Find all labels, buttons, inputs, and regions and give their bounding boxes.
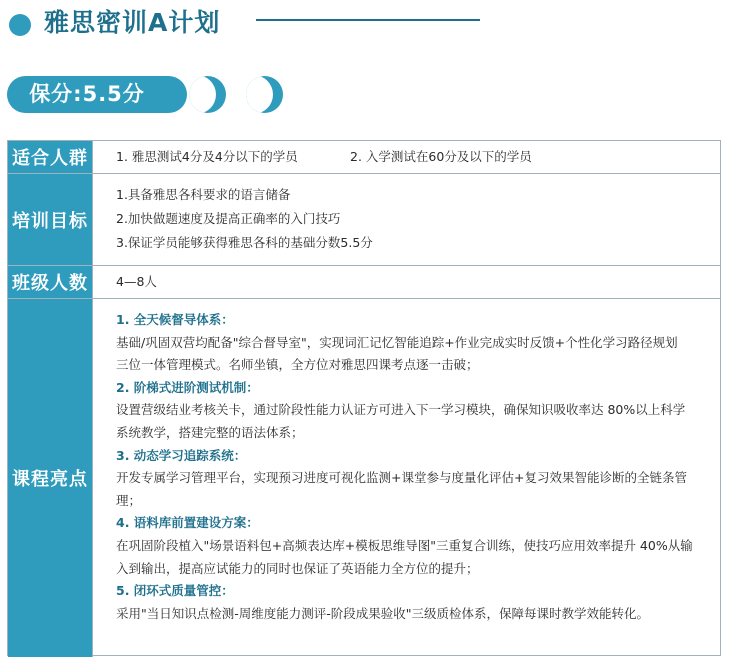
suitable-item-2: 2. 入学测试在60分及以下的学员 <box>350 149 532 164</box>
highlight-text-4a: 在巩固阶段植入"场景语料包+高频表达库+模板思维导图"三重复合训练，使技巧应用效率提升 40%从输 <box>116 537 693 553</box>
crescent-deco-1 <box>189 76 226 113</box>
highlight-text-2b: 系统教学，搭建完整的语法体系； <box>116 424 304 440</box>
highlight-text-4b: 入到输出，提高应试能力的同时也保证了英语能力全方位的提升； <box>116 560 479 576</box>
highlight-title-4: 4. 语料库前置建设方案： <box>116 515 259 531</box>
crescent-deco-2 <box>246 76 283 113</box>
highlight-text-3a: 开发专属学习管理平台，实现预习进度可视化监测+课堂参与度量化评估+复习效果智能诊断的全链条管 <box>116 470 687 486</box>
row-body-suitable <box>92 141 720 173</box>
suitable-item-1: 1. 雅思测试4分及4分以下的学员 <box>116 149 298 164</box>
goal-item-2: 2.加快做题速度及提高正确率的入门技巧 <box>116 211 341 226</box>
course-info-table <box>7 140 721 656</box>
row-label-goals: 培训目标 <box>8 174 92 265</box>
row-highlights <box>8 299 720 657</box>
highlight-text-1a: 基础/巩固双营均配备"综合督导室"，实现词汇记忆智能追踪+作业完成实时反馈+个性化学习路径规划 <box>116 334 678 350</box>
row-label-class-size: 班级人数 <box>8 266 92 298</box>
score-badge <box>7 76 187 113</box>
title-underline <box>256 19 480 21</box>
page-title: 雅思密训A计划 <box>44 8 221 37</box>
highlight-title-5: 5. 闭环式质量管控： <box>116 583 234 599</box>
highlight-title-2: 2. 阶梯式进阶测试机制： <box>116 379 259 395</box>
goal-item-1: 1.具备雅思各科要求的语言储备 <box>116 187 291 202</box>
class-size-value: 4—8人 <box>116 274 157 289</box>
row-body-goals <box>92 174 720 265</box>
goal-item-3: 3.保证学员能够获得雅思各科的基础分数5.5分 <box>116 235 373 250</box>
row-goals <box>8 174 720 266</box>
row-body-class-size <box>92 266 720 298</box>
row-label-suitable: 适合人群 <box>8 141 92 173</box>
highlight-text-1b: 三位一体管理模式。名师坐镇，全方位对雅思四课考点逐一击破； <box>116 357 479 373</box>
row-body-highlights <box>92 299 720 657</box>
highlight-text-2a: 设置营级结业考核关卡，通过阶段性能力认证方可进入下一学习模块，确保知识吸收率达 80%以上科学 <box>116 402 686 418</box>
row-suitable <box>8 141 720 174</box>
highlight-text-3b: 理； <box>116 492 142 508</box>
row-label-highlights: 课程亮点 <box>8 299 92 657</box>
highlight-title-1: 1. 全天候督导体系： <box>116 312 234 327</box>
title-bullet-dot <box>9 14 31 36</box>
highlight-text-5a: 采用"当日知识点检测-周维度能力测评-阶段成果验收"三级质检体系，保障每课时教学效能转化。 <box>116 605 650 621</box>
row-class-size <box>8 266 720 299</box>
highlight-title-3: 3. 动态学习追踪系统： <box>116 447 247 463</box>
score-label: 保分:5.5分 <box>29 82 145 106</box>
